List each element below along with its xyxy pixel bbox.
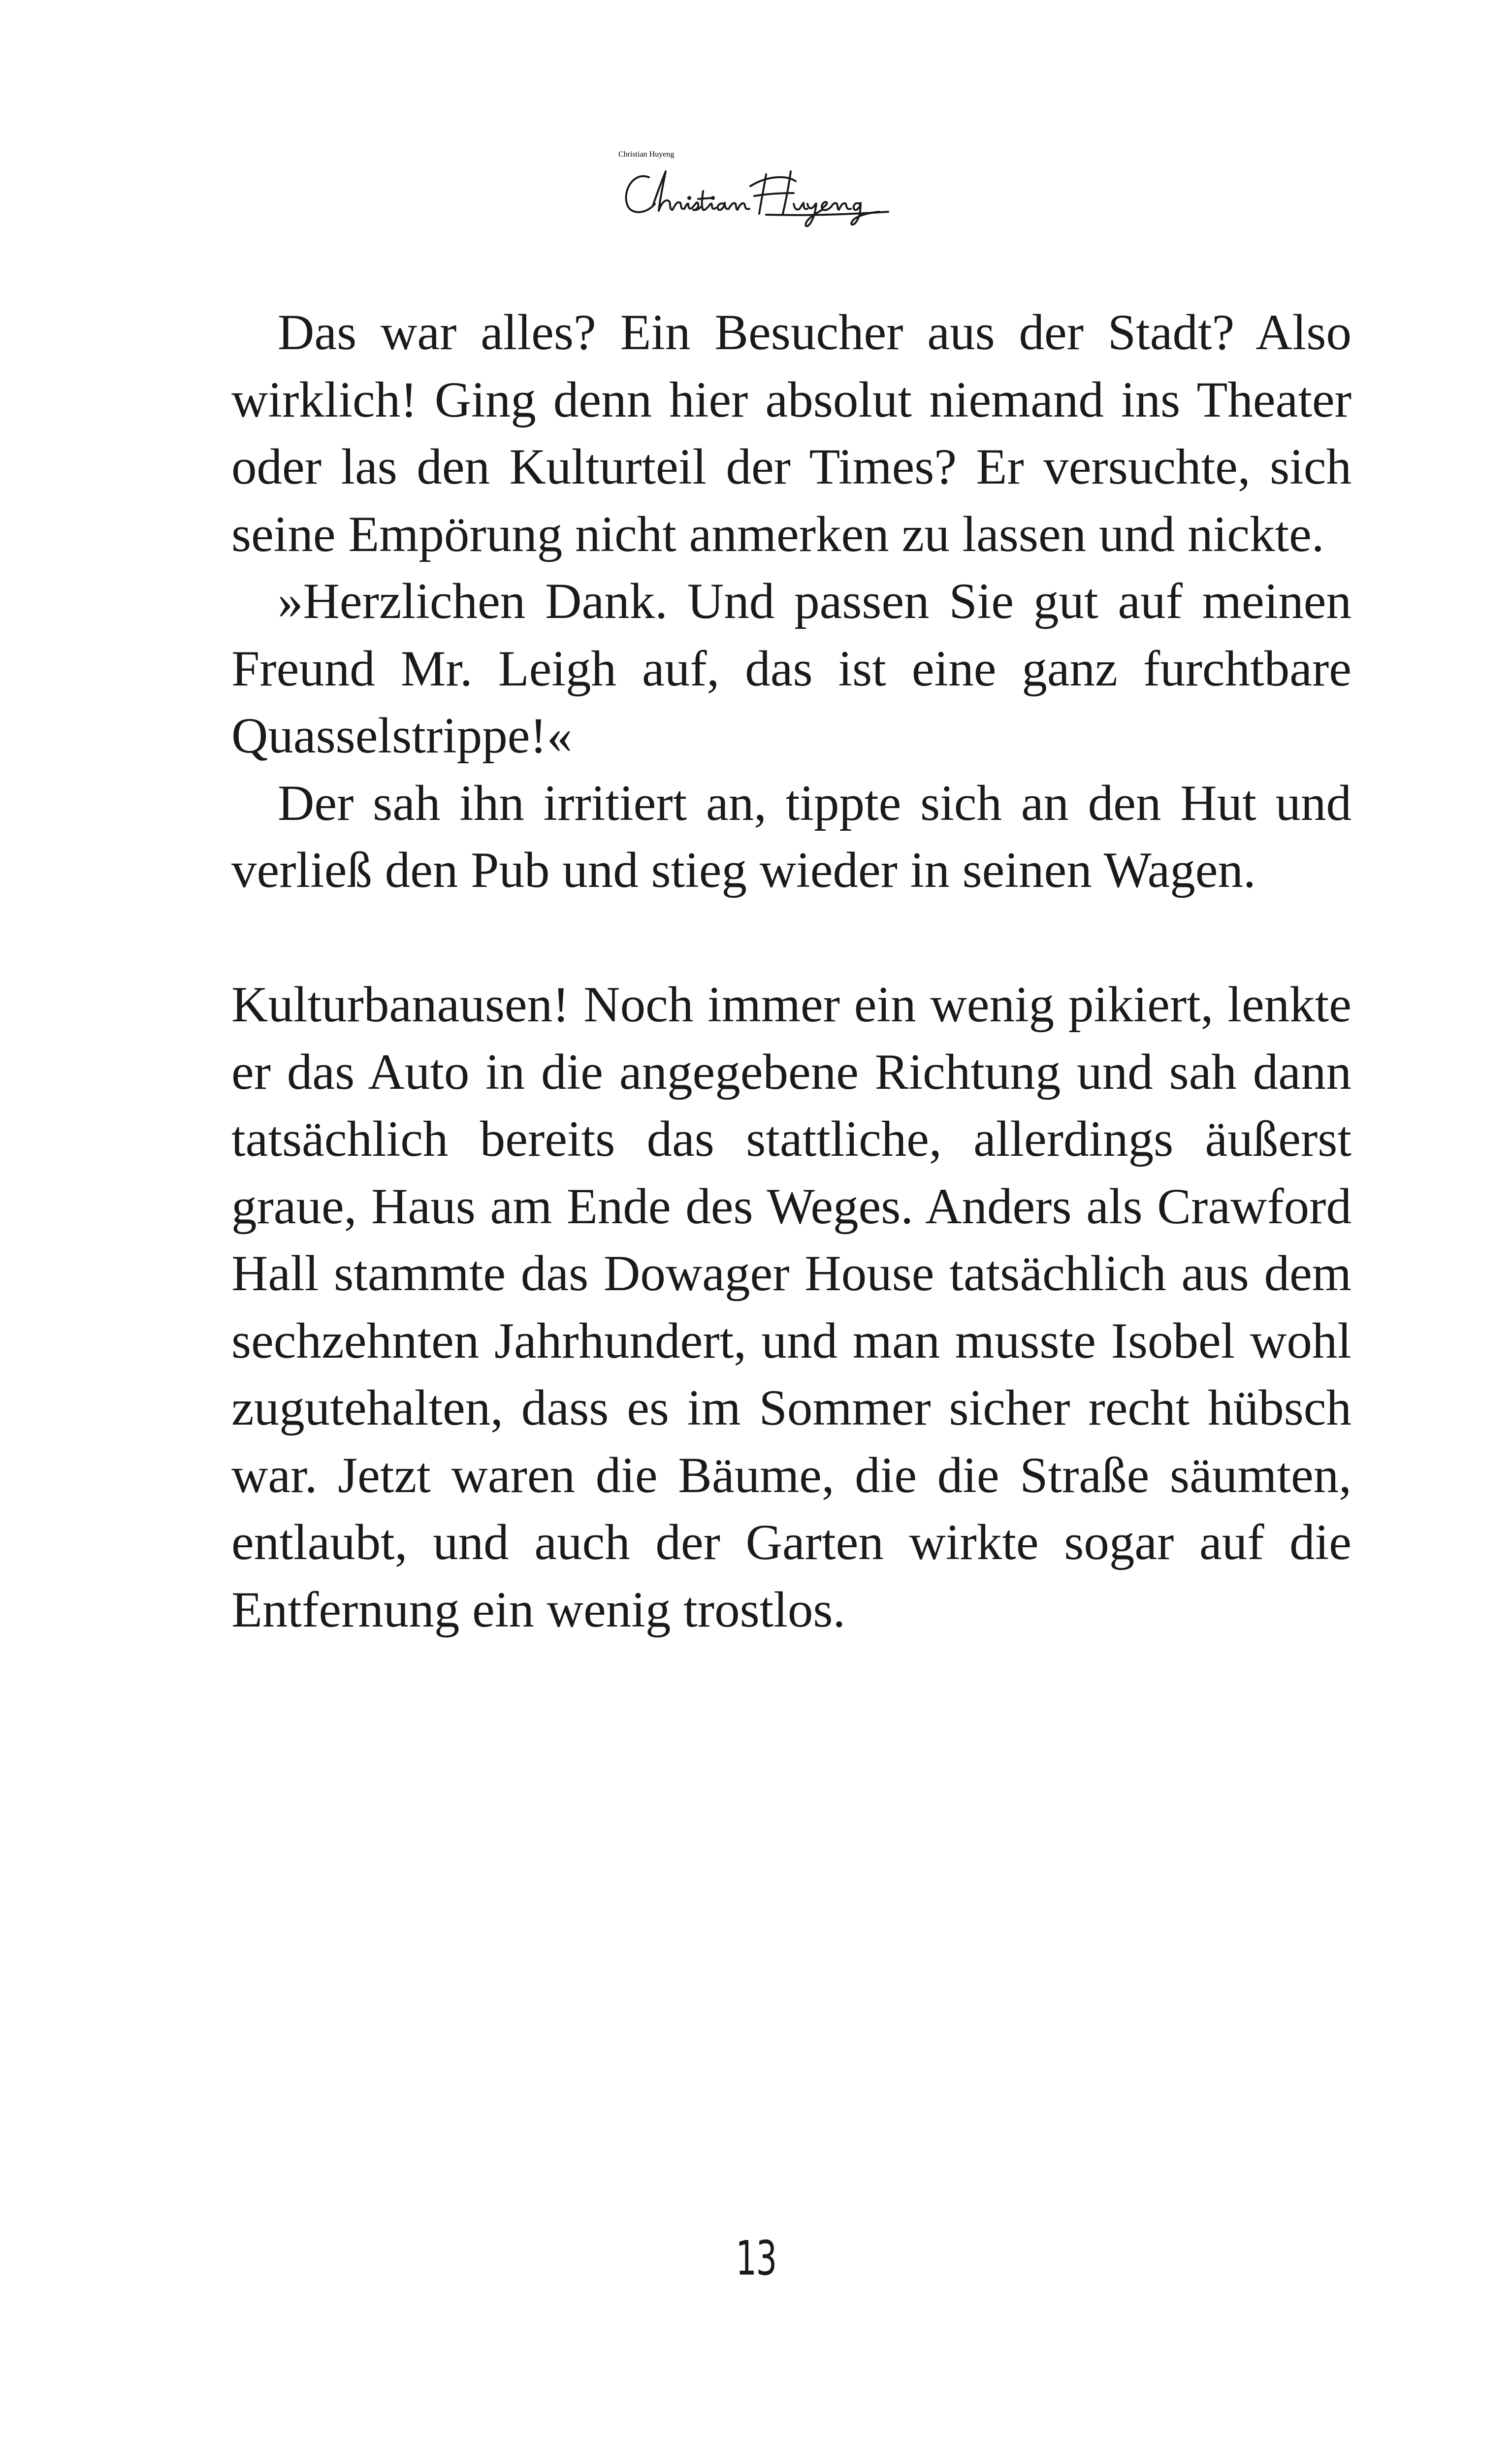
running-header <box>0 150 1512 230</box>
author-signature-logo <box>618 150 894 230</box>
body-text <box>231 299 1351 1643</box>
scene-break <box>231 904 1351 972</box>
paragraph-2: »Herzlichen Dank. Und passen Sie gut auf meinen Freund Mr. Leigh auf, das ist eine ganz furchtbare Quasselstrippe!« <box>231 573 1351 764</box>
page-number: 13 <box>736 2231 776 2286</box>
paragraph-1: Das war alles? Ein Besucher aus der Stadt? Also wirklich! Ging denn hier absolut niemand ins Theater oder las den Kulturteil der Times? Er versuchte, sich seine Empörung nicht anmerken zu lassen und nickte. <box>231 304 1351 562</box>
svg-text:Christian Huyeng: Christian Huyeng <box>618 150 674 159</box>
paragraph-4: Kulturbanausen! Noch immer ein wenig pikiert, lenkte er das Auto in die angegebene Richtung und sah dann tatsächlich bereits das stattliche, allerdings äußerst graue, Haus am Ende des Weges. Anders als Crawford Hall stammte das Dowager House tatsächlich aus dem sechzehnten Jahrhundert, und man musste Isobel wohl zugutehalten, dass es im Sommer sicher recht hübsch war. Jetzt waren die Bäume, die die Straße säumten, entlaubt, und auch der Garten wirkte sogar auf die Entfernung ein wenig trostlos. <box>231 977 1351 1638</box>
paragraph-3: Der sah ihn irritiert an, tippte sich an den Hut und verließ den Pub und stieg wieder in seinen Wagen. <box>231 775 1351 898</box>
